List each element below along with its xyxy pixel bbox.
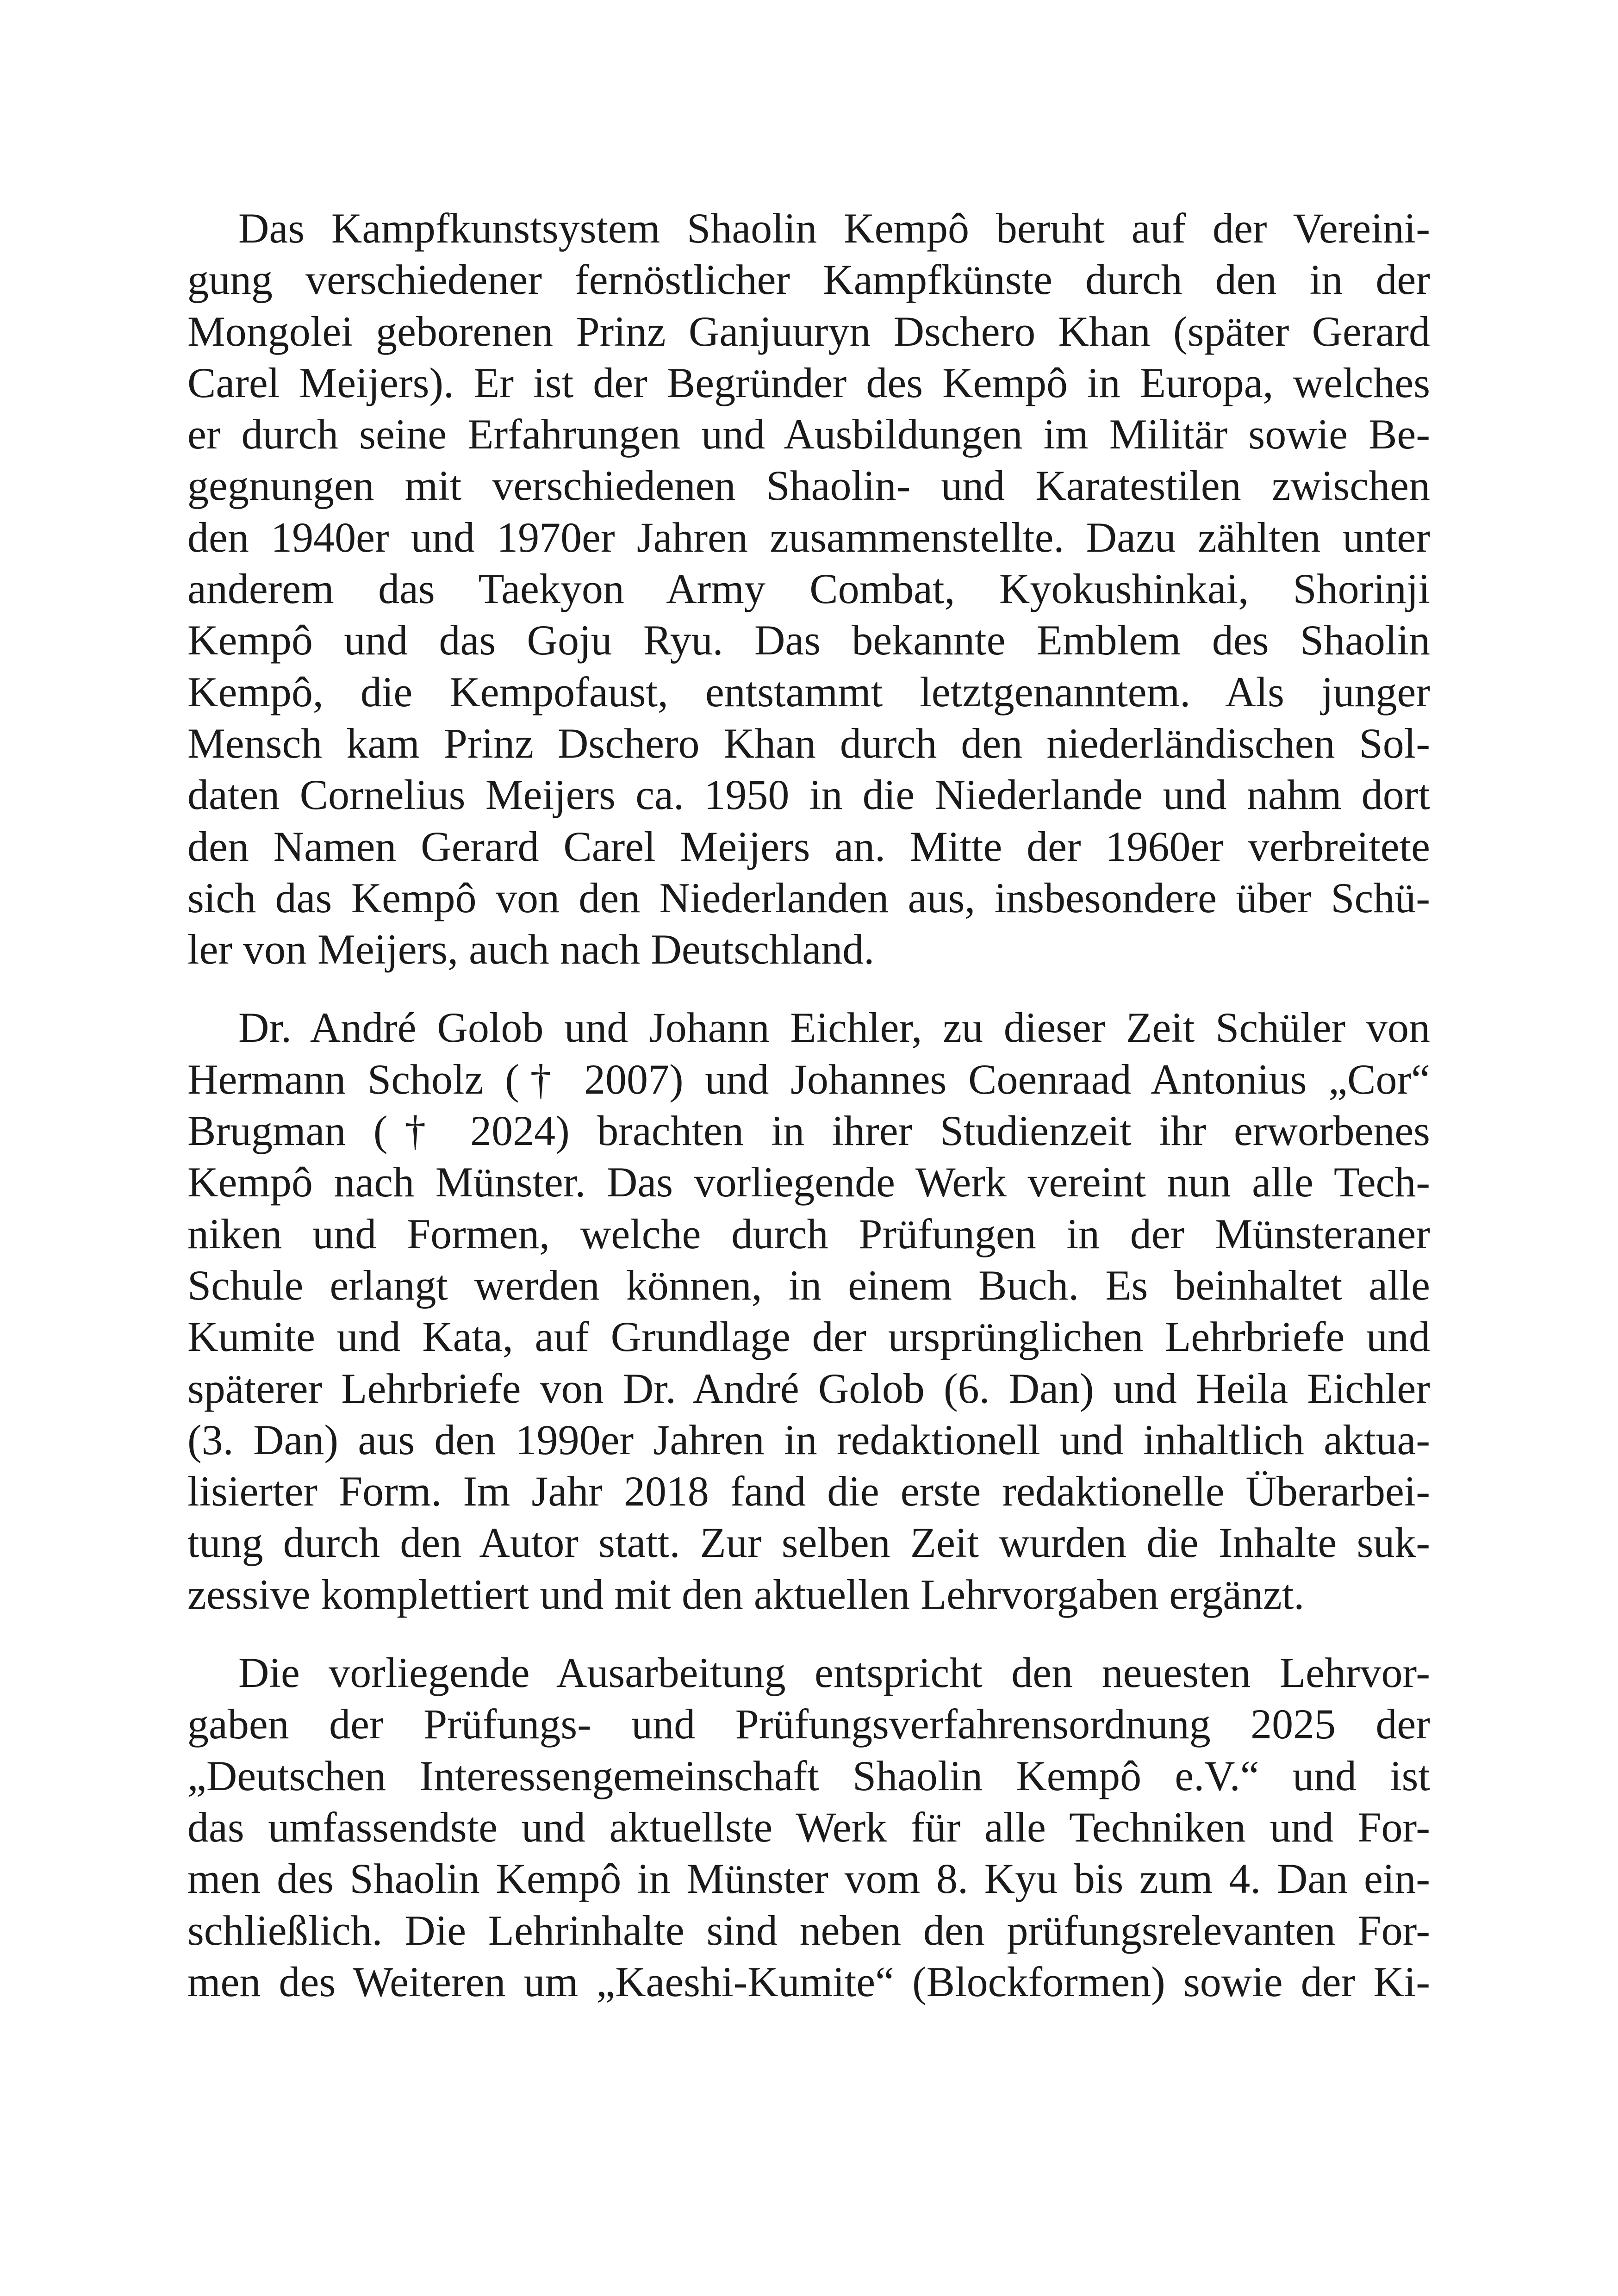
text-line: anderem das Taekyon Army Combat, Kyokushinkai, Shorinji — [187, 565, 1430, 613]
text-line: den Namen Gerard Carel Meijers an. Mitte der 1960er verbreitete — [187, 822, 1430, 870]
text-line: das umfassendste und aktuellste Werk für alle Techniken und For- — [187, 1803, 1430, 1851]
text-line: niken und Formen, welche durch Prüfungen in der Münsteraner — [187, 1210, 1430, 1257]
text-line: Schule erlangt werden können, in einem Buch. Es beinhaltet alle — [187, 1261, 1430, 1309]
text-line: Carel Meijers). Er ist der Begründer des Kempô in Europa, welches — [187, 359, 1430, 406]
text-line: men des Weiteren um „Kaeshi-Kumite“ (Blockformen) sowie der Ki- — [187, 1958, 1430, 2005]
text-line: (3. Dan) aus den 1990er Jahren in redaktionell und inhaltlich aktua- — [187, 1416, 1430, 1463]
paragraph-spacing — [187, 1620, 1430, 1647]
text-line: Mongolei geborenen Prinz Ganjuuryn Dschero Khan (später Gerard — [187, 307, 1430, 355]
text-line: Hermann Scholz († 2007) und Johannes Coenraad Antonius „Cor“ — [187, 1055, 1430, 1103]
text-line: daten Cornelius Meijers ca. 1950 in die Niederlande und nahm dort — [187, 771, 1430, 819]
text-line: Kempô und das Goju Ryu. Das bekannte Emblem des Shaolin — [187, 616, 1430, 664]
text-line: gaben der Prüfungs- und Prüfungsverfahrensordnung 2025 der — [187, 1700, 1430, 1748]
text-line: „Deutschen Interessengemeinschaft Shaolin Kempô e.V.“ und ist — [187, 1752, 1430, 1799]
paragraph — [187, 203, 1430, 975]
text-line: gegnungen mit verschiedenen Shaolin- und Karatestilen zwischen — [187, 462, 1430, 510]
body-text — [187, 203, 1430, 2008]
paragraph — [187, 1647, 1430, 2008]
text-line: Mensch kam Prinz Dschero Khan durch den niederländischen Sol- — [187, 719, 1430, 767]
paragraph-spacing — [187, 975, 1430, 1002]
text-line: Kempô nach Münster. Das vorliegende Werk vereint nun alle Tech- — [187, 1158, 1430, 1206]
text-line: Kumite und Kata, auf Grundlage der ursprünglichen Lehrbriefe und — [187, 1313, 1430, 1361]
text-line: sich das Kempô von den Niederlanden aus, insbesondere über Schü- — [187, 874, 1430, 921]
text-line: Brugman († 2024) brachten in ihrer Studienzeit ihr erworbenes — [187, 1107, 1430, 1155]
text-line: den 1940er und 1970er Jahren zusammenstellte. Dazu zählten unter — [187, 513, 1430, 561]
text-line: zessive komplettiert und mit den aktuellen Lehrvorgaben ergänzt. — [187, 1570, 1305, 1618]
text-line: gung verschiedener fernöstlicher Kampfkünste durch den in der — [187, 256, 1430, 304]
paragraph — [187, 1002, 1430, 1620]
text-line: Kempô, die Kempofaust, entstammt letztgenanntem. Als junger — [187, 668, 1430, 716]
text-line: tung durch den Autor statt. Zur selben Zeit wurden die Inhalte suk- — [187, 1519, 1430, 1567]
text-line: schließlich. Die Lehrinhalte sind neben den prüfungsrelevanten For- — [187, 1906, 1430, 1954]
text-line: er durch seine Erfahrungen und Ausbildungen im Militär sowie Be- — [187, 411, 1430, 458]
text-line: ler von Meijers, auch nach Deutschland. — [187, 926, 875, 973]
text-line: späterer Lehrbriefe von Dr. André Golob (6. Dan) und Heila Eichler — [187, 1364, 1430, 1412]
text-line: Dr. André Golob und Johann Eichler, zu dieser Zeit Schüler von — [238, 1004, 1430, 1052]
text-line: men des Shaolin Kempô in Münster vom 8. Kyu bis zum 4. Dan ein- — [187, 1855, 1430, 1903]
text-line: Das Kampfkunstsystem Shaolin Kempô beruht auf der Vereini- — [238, 205, 1430, 252]
text-line: lisierter Form. Im Jahr 2018 fand die erste redaktionelle Überarbei- — [187, 1468, 1430, 1515]
text-line: Die vorliegende Ausarbeitung entspricht den neuesten Lehrvor- — [238, 1649, 1430, 1697]
